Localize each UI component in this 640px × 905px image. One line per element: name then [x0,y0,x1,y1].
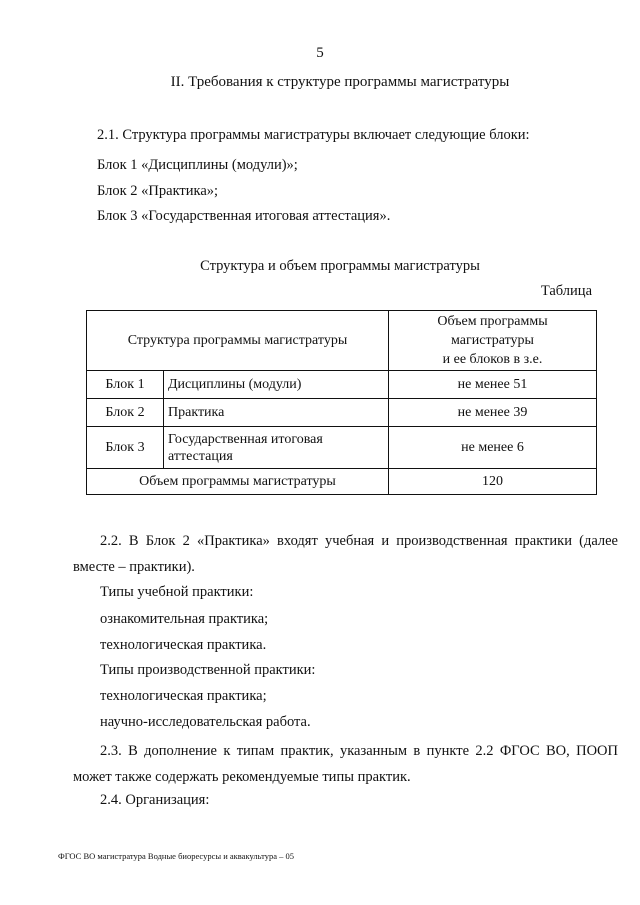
table-total-row [87,469,597,495]
header-volume-line-2: магистратуры [451,333,534,348]
practice-line: Типы учебной практики: [100,584,254,600]
paragraph-2-4: 2.4. Организация: [100,792,210,808]
block-1-line: Блок 1 «Дисциплины (модули)»; [97,157,298,173]
intro-line: 2.1. Структура программы магистратуры включает следующие блоки: [97,127,530,143]
header-volume-line-1: Объем программы [437,314,548,329]
block-3-line: Блок 3 «Государственная итоговая аттестация». [97,208,391,224]
total-value: 120 [389,469,597,495]
practice-line: Типы производственной практики: [100,662,316,678]
header-structure: Структура программы магистратуры [87,311,389,371]
row-code: Блок 3 [87,427,164,469]
row-name: Государственная итоговая аттестация [164,427,389,469]
header-volume [389,311,597,371]
page-footer: ФГОС ВО магистратура Водные биоресурсы и аквакультура – 05 [58,851,294,861]
table-row [87,427,597,469]
practice-line: технологическая практика; [100,688,267,704]
table-caption: Структура и объем программы магистратуры [200,258,480,274]
table-row [87,371,597,399]
row-volume: не менее 51 [389,371,597,399]
row-code: Блок 1 [87,371,164,399]
block-2-line: Блок 2 «Практика»; [97,183,219,199]
paragraph-2-2: 2.2. В Блок 2 «Практика» входят учебная и производственная практики (далее вместе – практики). [73,533,618,575]
header-volume-line-3: и ее блоков в з.е. [442,352,543,367]
row-name: Практика [164,399,389,427]
page-number: 5 [316,45,324,61]
row-volume: не менее 6 [389,427,597,469]
practice-line: технологическая практика. [100,637,267,653]
practice-line: научно-исследовательская работа. [100,714,311,730]
total-label: Объем программы магистратуры [87,469,389,495]
table-label: Таблица [540,283,592,299]
section-heading: II. Требования к структуре программы магистратуры [170,74,510,90]
row-name: Дисциплины (модули) [164,371,389,399]
structure-table [86,310,597,495]
table-row [87,399,597,427]
practice-line: ознакомительная практика; [100,611,269,627]
paragraph-2-3: 2.3. В дополнение к типам практик, указанным в пункте 2.2 ФГОС ВО, ПООП может также содержать рекомендуемые типы практик. [73,743,618,785]
table-header-row [87,311,597,371]
row-code: Блок 2 [87,399,164,427]
row-volume: не менее 39 [389,399,597,427]
